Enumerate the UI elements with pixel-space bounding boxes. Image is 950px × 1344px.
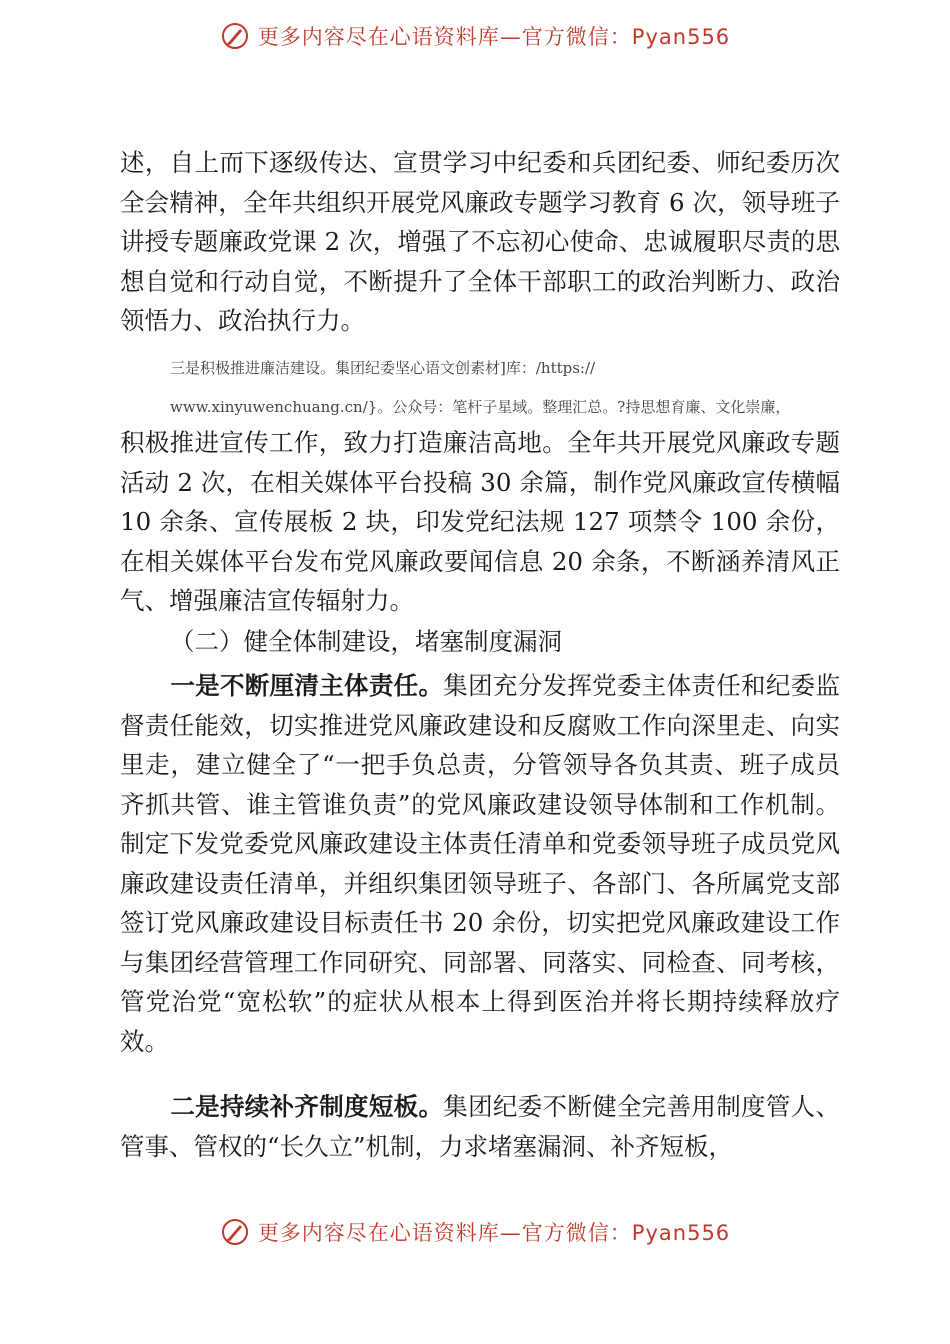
section-subheading: （二）健全体制建设，堵塞制度漏洞: [170, 627, 562, 656]
feather-pen-logo-icon: [220, 1217, 250, 1247]
paragraph-lead: 二是持续补齐制度短板。: [170, 1092, 444, 1121]
footer-banner: [0, 1212, 950, 1252]
paragraph-body: 集团纪委不断健全完善用制度管人、管事、管权的“长久立”机制，力求堵塞漏洞、补齐短板，: [120, 1092, 841, 1161]
paragraph-lead: 一是不断厘清主体责任。: [170, 671, 444, 700]
feather-pen-logo-icon: [220, 21, 250, 51]
paragraph-main-responsibility: [120, 666, 840, 1061]
paragraph-publicity-work: 积极推进宣传工作，致力打造廉洁高地。全年共开展党风廉政专题活动 2 次，在相关媒体平台投稿 30 余篇，制作党风廉政宣传横幅 10 余条、宣传展板 2 块，印发党纪法规 127 项禁令 100 余份，在相关媒体平台发布党风廉政要闻信息 20 余条，不断涵养清风正气、增强廉洁宣传辐射力。: [120, 428, 840, 615]
header-banner: [0, 16, 950, 56]
paragraph-system-shortfall: [120, 1087, 840, 1166]
paragraph-study-education: 述，自上而下逐级传达、宣贯学习中纪委和兵团纪委、师纪委历次全会精神，全年共组织开展党风廉政专题学习教育 6 次，领导班子讲授专题廉政党课 2 次，增强了不忘初心使命、忠诚履职尽责的思想自觉和行动自觉，不断提升了全体干部职工的政治判断力、政治领悟力、政治执行力。: [120, 148, 840, 335]
source-note-line-2: www.xinyuwenchuang.cn/}。公众号：笔杆子星域。整理汇总。?持思想育廉、文化崇廉，: [170, 398, 791, 416]
source-note-line-1: 三是积极推进廉洁建设。集团纪委坚心语文创素材]库：/https://: [170, 359, 596, 377]
banner-text: 更多内容尽在心语资料库—官方微信：Pyan556: [257, 1221, 731, 1245]
paragraph-body: 集团充分发挥党委主体责任和纪委监督责任能效，切实推进党风廉政建设和反腐败工作向深里走、向实里走，建立健全了“一把手负总责，分管领导各负其责、班子成员齐抓共管、谁主管谁负责”的党风廉政建设领导体制和工作机制。制定下发党委党风廉政建设主体责任清单和党委领导班子成员党风廉政建设责任清单，并组织集团领导班子、各部门、各所属党支部签订党风廉政建设目标责任书 20 余份，切实把党风廉政建设工作与集团经营管理工作同研究、同部署、同落实、同检查、同考核，管党治党“宽松软”的症状从根本上得到医治并将长期持续释放疗效。: [120, 671, 841, 1056]
banner-text: 更多内容尽在心语资料库—官方微信：Pyan556: [257, 25, 731, 49]
